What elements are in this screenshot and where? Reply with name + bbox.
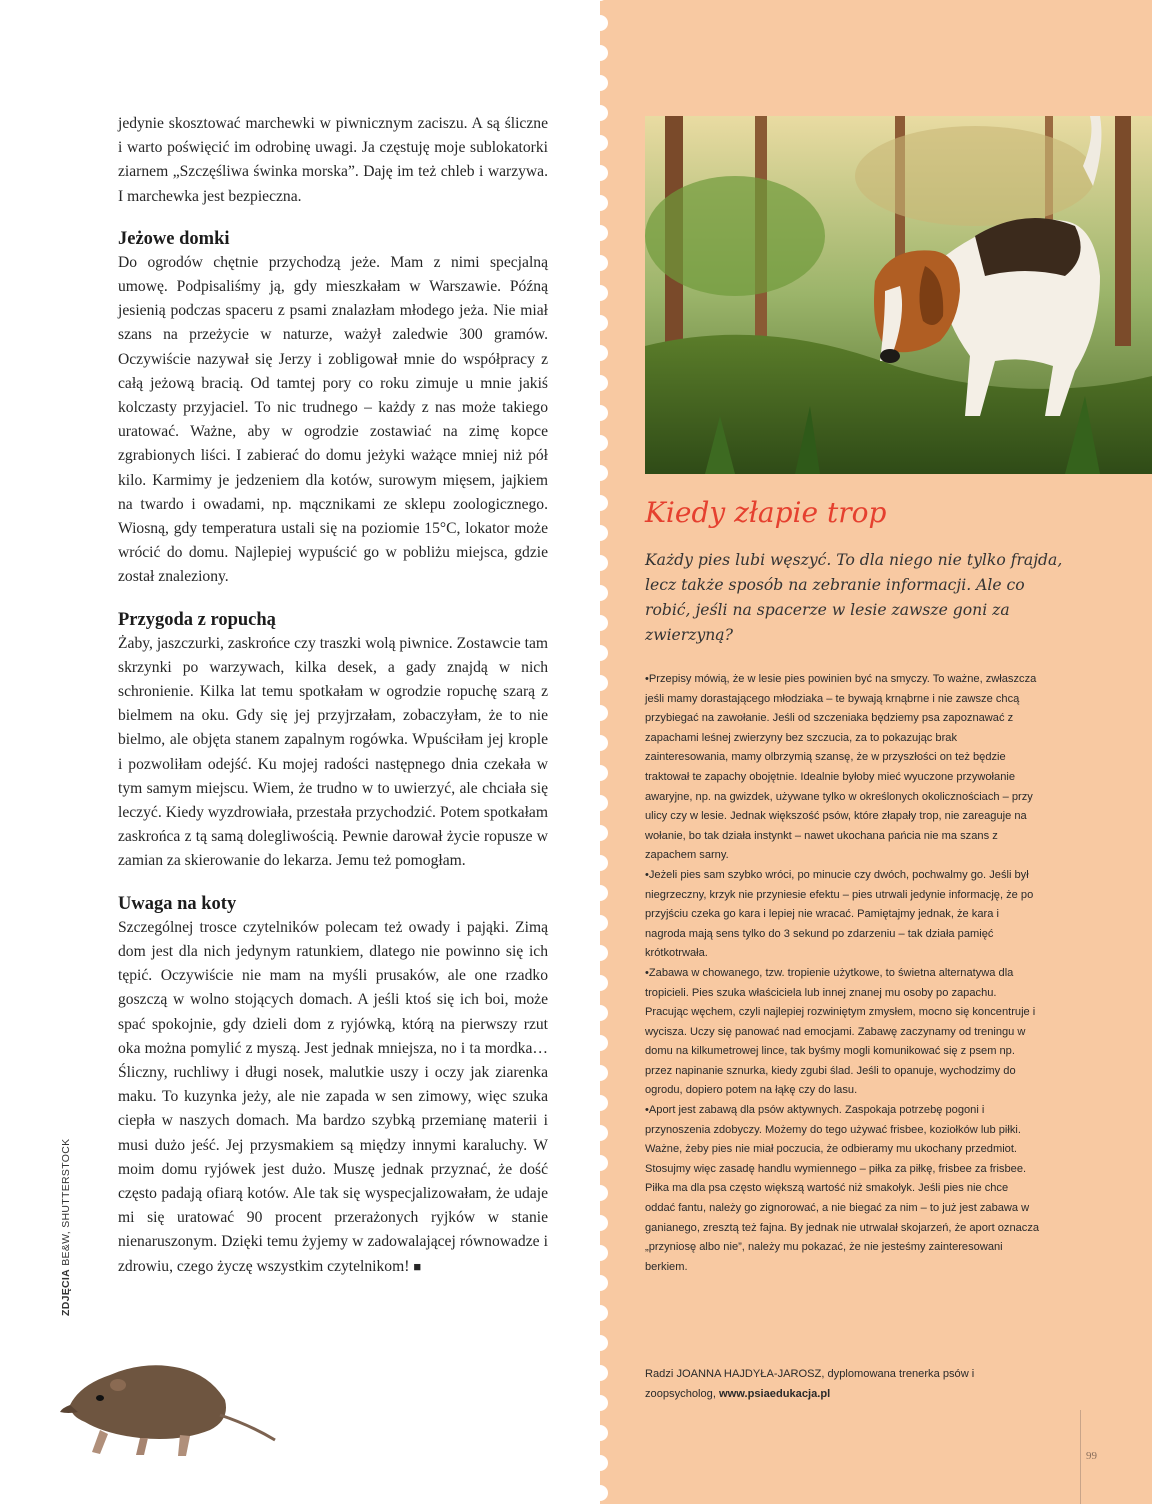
tip-leash: •Przepisy mówią, że w lesie pies powinien być na smyczy. To ważne, zwłaszcza jeśli mamy dorastającego młodziaka – te bywają krnąbrne i nie zawsze chcą przybiegać na zawołanie. Jeśli od szczeniaka będziemy psa zapoznawać z zapachami leśnej zwierzyny bez szczucia, za to pokazując brak zainteresowania, mamy olbrzymią szansę, że w przyszłości on też będzie traktował te zapachy obojętnie. Idealnie byłoby mieć wyuczone przywołanie awaryjne, np. na gwizdek, używane tylko w określonych okolicznościach – przy ulicy czy w lesie. Jednak większość psów, które złapały trop, nie zareaguje na wołanie, bo tak działa instynkt – nawet ukochana pańcia nie ma szans z zapachem sarny. xyxy=(645,673,1037,862)
tip-fetch: •Aport jest zabawą dla psów aktywnych. Zaspokaja potrzebę pogoni i przynoszenia zdobyczy. Możemy do tego używać frisbee, koziołków lub piłki. Ważne, żeby pies nie miał poczucia, że odbieramy mu ukochany przedmiot. Stosujmy więc zasadę handlu wymiennego – piłka za piłkę, frisbee za frisbee. Piłka ma dla psa często większą wartość niż smakołyk. Jeśli pies nie chce oddać fantu, należy go zignorować, a nie biegać za nim – to już jest zabawa w ganianego, zresztą też fajna. By jednak nie utrwalał skojarzeń, że aport oznacza „przyniosę albo nie”, należy mu pokazać, że nie jesteśmy zainteresowani berkiem. xyxy=(645,1104,1040,1273)
photo-credit xyxy=(60,1116,76,1316)
beagle-photo xyxy=(645,116,1152,474)
page-number: 99 xyxy=(1086,1450,1097,1462)
sidebar-lead: Każdy pies lubi węszyć. To dla niego nie tylko frajda, lecz także sposób na zebranie informacji. Ale co robić, jeśli na spacerze w lesie zawsze goni za zwierzyną? xyxy=(645,551,1063,644)
paragraph-przygoda-z-ropucha: Żaby, jaszczurki, zaskrońce czy traszki wolą piwnice. Zostawcie tam skrzynki po warzywach, kilka desek, a gady znajdą w nich schronienie. Kilka lat temu spotkałam w ogrodzie ropuchę szarą z bielmem na oku. Gdy się jej przyjrzałam, zobaczyłam, że to nie bielmo, ale objęta stanem zapalnym rogówka. Wpuściłam jej krople i pozwoliłam odejść. Ku mojej radości następnego dnia czekała w tym samym miejscu. Wiem, że trudno w to uwierzyć, ale chciała się leczyć. Kiedy wyzdrowiała, przestała przychodzić. Potem spotkałam zaskrońca z tą samą dolegliwością. Pewnie darował życie ropusze w zamian za skierowanie do lekarza. Jemu też pomogłam. xyxy=(118,634,548,870)
advisor-website: www.psiaedukacja.pl xyxy=(719,1387,831,1400)
end-of-article-mark: ■ xyxy=(413,1258,422,1274)
page-number-rule xyxy=(1080,1410,1081,1504)
heading-jezowe-domki: Jeżowe domki xyxy=(118,228,230,249)
tip-praise: •Jeżeli pies sam szybko wróci, po minucie czy dwóch, pochwalmy go. Jeśli był niegrzeczny, krzyk nie przyniesie efektu – pies utrwali jedynie informację, że po przyjściu czeka go kara i lepiej nie wracać. Pamiętajmy jednak, że kara i nagroda mają sens tylko do 3 sekund po zdarzeniu – tak działa pamięć krótkotrwała. xyxy=(645,868,1034,960)
photo-credit-sources: BE&W, SHUTTERSTOCK xyxy=(60,1138,72,1266)
heading-uwaga-na-koty: Uwaga na koty xyxy=(118,893,237,914)
advisor-note xyxy=(645,1365,1040,1404)
sidebar-title: Kiedy złapie trop xyxy=(645,496,887,529)
paragraph-jezowe-domki: Do ogrodów chętnie przychodzą jeże. Mam z nimi specjalną umowę. Podpisaliśmy ją, gdy mieszkałam w Warszawie. Późną jesienią podczas spaceru z psami znalazłam młodego jeża. Nie miał szans na przeżycie w naturze, ważył zaledwie 300 gramów. Oczywiście nazywał się Jerzy i zobligował mnie do współpracy z całą jeżową bracią. Od tamtej pory co roku zimuje u mnie jakiś kolczasty przyjaciel. To nic trudnego – każdy z nas może takiego uratować. Ważne, aby w ogrodzie zostawiać na zimę kopce zgrabionych liści. I zabierać do domu jeżyki ważące mniej niż pół kilo. Karmimy je jedzeniem dla kotów, surowym mięsem, jajkiem na twardo i owadami, np. mącznikami ze sklepu zoologicznego. Wiosną, gdy temperatura ustali się na poziomie 15°C, lokator może wrócić do domu. Najlepiej wypuścić go w pobliżu miejsca, gdzie został znaleziony. xyxy=(118,253,548,586)
advisor-name: JOANNA HAJDYŁA-JAROSZ xyxy=(676,1368,822,1380)
scalloped-edge xyxy=(592,0,612,1504)
article-main-column xyxy=(118,112,548,1279)
paragraph-uwaga-na-koty xyxy=(118,916,548,1279)
paragraph-uwaga-na-koty-text: Szczególnej trosce czytelników polecam też owady i pająki. Zimą dom jest dla nich jedynym ratunkiem, dlatego nie powinno się ich tępić. Oczywiście nie mam na myśli prusaków, ale one rzadko goszczą w wolno stojących domach. A jeśli ktoś się ich boi, może spać spokojnie, gdy dzieli dom z ryjówką, którą na pierwszy rzut oka można pomylić z myszą. Jest jednak mniejsza, no i ta mordka… Śliczny, ruchliwy i długi nosek, malutkie uszy i oczy jak ziarenka maku. To kuzynka jeży, ale nie zapada w sen zimowy, więc szuka ciepła w naszych domach. Ma bardzo szybką przemianę materii i musi dużo jeść. Jej przysmakiem są między innymi karaluchy. W moim domu ryjówek jest dużo. Muszę jednak przyznać, że dość często padają ofiarą kotów. Ale tak się wyspecjalizowałam, że udaje mi się uratować 90 procent przerażonych ryjków w stanie nienaruszonym. Dzięki temu żyjemy w zadowalającej równowadze i zdrowiu, czego życzę wszystkim czytelnikom! xyxy=(118,918,548,1275)
sidebar-tips xyxy=(645,670,1040,1277)
tip-hide-and-seek: •Zabawa w chowanego, tzw. tropienie użytkowe, to świetna alternatywa dla tropicieli. Pies szuka właściciela lub innej znanej mu osoby po zapachu. Pracując węchem, czyli najlepiej rozwiniętym zmysłem, mocno się koncentruje i wycisza. Uczy się panować nad emocjami. Zabawę zaczynamy od treningu w domu na kilkumetrowej lince, tak byśmy mogli komunikować się z psem np. przez napinanie sznurka, kiedy zgubi ślad. Jeśli to opanuje, wychodzimy do ogrodu, dopiero potem na łąkę czy do lasu. xyxy=(645,966,1036,1097)
intro-paragraph: jedynie skosztować marchewki w piwnicznym zaciszu. A są śliczne i warto poświęcić im odrobinę uwagi. Ja częstuję moje sublokatorki ziarnem „Szczęśliwa świnka morska”. Daję im też chleb i warzywa. I marchewka jest bezpieczna. xyxy=(118,115,548,205)
heading-przygoda-z-ropucha: Przygoda z ropuchą xyxy=(118,609,276,630)
shrew-illustration xyxy=(60,1330,280,1460)
advisor-prefix: Radzi xyxy=(645,1368,674,1380)
advisor-role: , dyplomowana trenerka psów i zoopsycholog, xyxy=(645,1368,975,1400)
photo-credit-label: ZDJĘCIA xyxy=(60,1268,72,1316)
